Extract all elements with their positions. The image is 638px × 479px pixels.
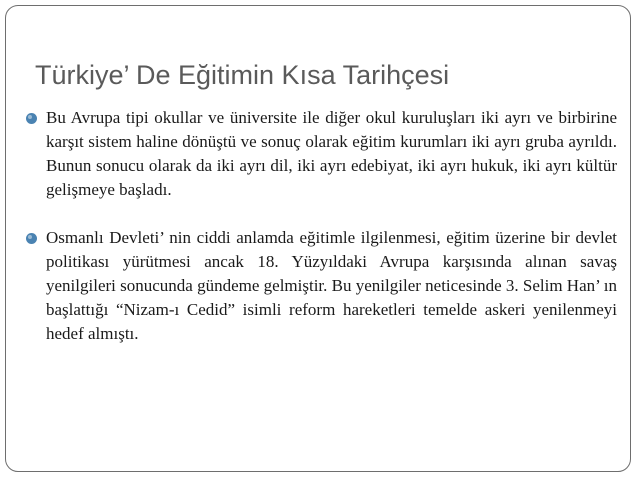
- bullet-list: [24, 106, 617, 346]
- bullet-icon: [26, 113, 37, 124]
- slide-title: Türkiye’ De Eğitimin Kısa Tarihçesi: [35, 60, 450, 90]
- bullet-icon: [26, 233, 37, 244]
- bullet-text-2: Osmanlı Devleti’ nin ciddi anlamda eğitimle ilgilenmesi, eğitim üzerine bir devlet politikası yürütmesi ancak 18. Yüzyıldaki Avrupa karşısında alınan savaş yenilgileri sonucunda gündeme gelmiştir. Bu yenilgiler neticesinde 3. Selim Han’ ın başlattığı “Nizam-ı Cedid” isimli reform hareketleri temelde askeri yenilenmeyi hedef almıştı.: [46, 228, 617, 343]
- bullet-item-1: [24, 106, 617, 202]
- bullet-item-2: [24, 226, 617, 346]
- slide-frame: [5, 5, 631, 472]
- bullet-text-1: Bu Avrupa tipi okullar ve üniversite ile diğer okul kuruluşları iki ayrı ve birbirine karşıt sistem haline dönüştü ve sonuç olarak eğitim kurumları iki ayrı gruba ayrıldı. Bunun sonucu olarak da iki ayrı dil, iki ayrı edebiyat, iki ayrı hukuk, iki ayrı kültür gelişmeye başladı.: [46, 108, 617, 199]
